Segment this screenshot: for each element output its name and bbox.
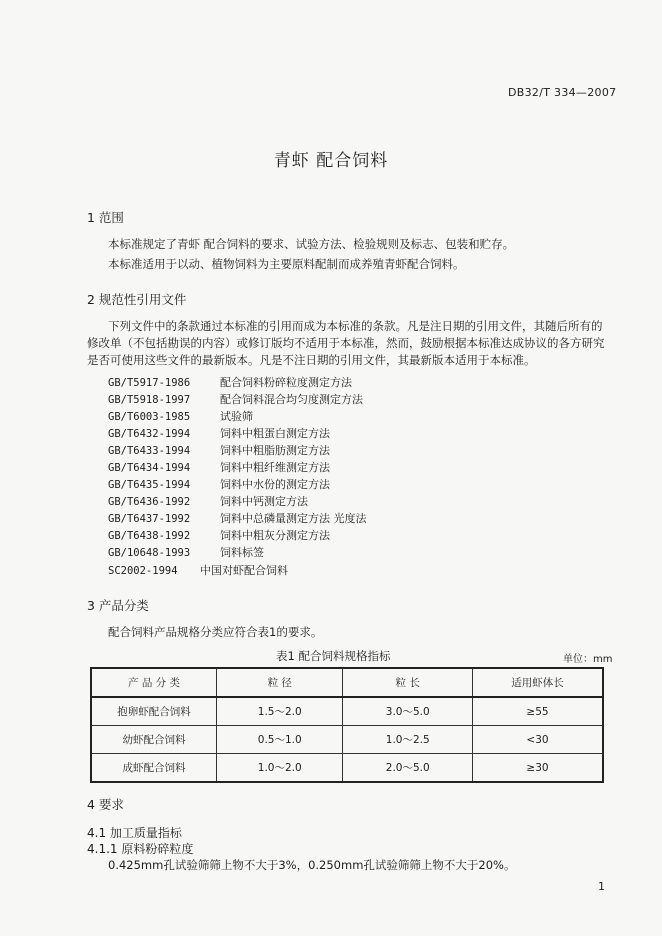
section-2-paragraph-line-2: 修改单（不包括勘误的内容）或修订版均不适用于本标准，然而，鼓励根据本标准达成协议的各方研究 (87, 336, 605, 350)
subsection-4-1-heading: 4.1 加工质量指标 (87, 826, 182, 840)
section-4-heading: 4 要求 (87, 797, 124, 812)
table-caption: 表1 配合饲料规格指标 (276, 649, 391, 663)
reference-item: SC2002-1994 中国对虾配合饲料 (108, 564, 288, 577)
section-1-paragraph-1: 本标准规定了青虾 配合饲料的要求、试验方法、检验规则及标志、包装和贮存。 (108, 237, 515, 251)
subsection-4-1-1-heading: 4.1.1 原料粉碎粒度 (87, 842, 194, 856)
reference-item: GB/T6434-1994 饲料中粗纤维测定方法 (108, 461, 330, 474)
document-code: DB32/T 334—2007 (508, 86, 617, 99)
table-cell: ≥30 (472, 754, 603, 783)
table-unit: 单位：mm (563, 654, 613, 665)
table-cell: 1.0～2.5 (343, 726, 472, 754)
reference-item: GB/T6436-1992 饲料中钙测定方法 (108, 495, 308, 508)
page-number: 1 (598, 880, 605, 893)
table-row (91, 697, 603, 726)
reference-item: GB/T5917-1986 配合饲料粉碎粒度测定方法 (108, 376, 352, 389)
table-cell: 1.5～2.0 (216, 697, 343, 726)
table-cell: 1.0～2.0 (216, 754, 343, 783)
spec-table (90, 667, 604, 783)
table-header-cell: 适用虾体长 (472, 668, 603, 697)
table-cell: 2.0～5.0 (343, 754, 472, 783)
table-header-cell: 产 品 分 类 (91, 668, 216, 697)
section-1-paragraph-2: 本标准适用于以动、植物饲料为主要原料配制而成养殖青虾配合饲料。 (108, 257, 465, 271)
table-cell: 0.5～1.0 (216, 726, 343, 754)
table-header-row (91, 668, 603, 697)
reference-item: GB/T6433-1994 饲料中粗脂肪测定方法 (108, 444, 330, 457)
section-2-heading: 2 规范性引用文件 (87, 292, 187, 307)
table-cell: ≥55 (472, 697, 603, 726)
table-row (91, 754, 603, 783)
reference-item: GB/T6432-1994 饲料中粗蛋白测定方法 (108, 427, 330, 440)
table-cell: 抱卵虾配合饲料 (91, 697, 216, 726)
reference-item: GB/T5918-1997 配合饲料混合均匀度测定方法 (108, 393, 363, 406)
section-3-paragraph: 配合饲料产品规格分类应符合表1的要求。 (108, 625, 323, 639)
reference-item: GB/10648-1993 饲料标签 (108, 546, 264, 559)
table-cell: 3.0～5.0 (343, 697, 472, 726)
table-cell: <30 (472, 726, 603, 754)
reference-item: GB/T6437-1992 饲料中总磷量测定方法 光度法 (108, 512, 367, 525)
section-2-paragraph-line-1: 下列文件中的条款通过本标准的引用而成为本标准的条款。凡是注日期的引用文件，其随后所有的 (108, 319, 603, 333)
section-1-heading: 1 范围 (87, 210, 124, 225)
reference-item: GB/T6435-1994 饲料中水份的测定方法 (108, 478, 330, 491)
reference-item: GB/T6003-1985 试验筛 (108, 410, 253, 423)
reference-item: GB/T6438-1992 饲料中粗灰分测定方法 (108, 529, 330, 542)
table-row (91, 726, 603, 754)
table-cell: 幼虾配合饲料 (91, 726, 216, 754)
table-cell: 成虾配合饲料 (91, 754, 216, 783)
document-title: 青虾 配合饲料 (273, 151, 389, 171)
section-3-heading: 3 产品分类 (87, 598, 149, 613)
section-4-paragraph: 0.425mm孔试验筛筛上物不大于3%，0.250mm孔试验筛筛上物不大于20%。 (108, 858, 516, 872)
section-2-paragraph-line-3: 是否可使用这些文件的最新版本。凡是不注日期的引用文件，其最新版本适用于本标准。 (87, 353, 536, 367)
table-header-cell: 粒 径 (216, 668, 343, 697)
table-header-cell: 粒 长 (343, 668, 472, 697)
